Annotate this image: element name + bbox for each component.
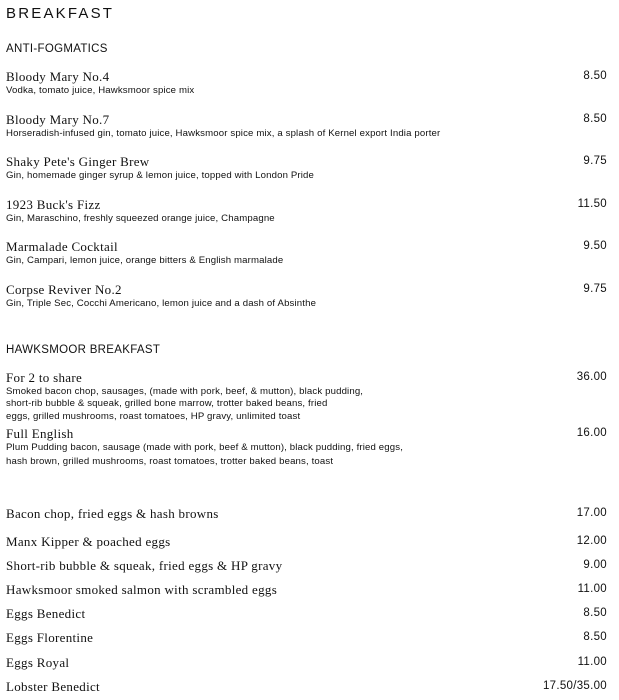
item-name: Eggs Florentine (6, 630, 94, 645)
item-price: 8.50 (583, 631, 607, 643)
item-price: 11.50 (577, 198, 607, 210)
item-name: Bacon chop, fried eggs & hash browns (6, 506, 219, 521)
item-name: Corpse Reviver No.2 (6, 282, 122, 297)
section-heading-hawksmoor-breakfast: HAWKSMOOR BREAKFAST (6, 344, 161, 356)
item-description: Horseradish-infused gin, tomato juice, Hawksmoor spice mix, a splash of Kernel export India porter (6, 128, 441, 139)
item-description: Gin, Campari, lemon juice, orange bitters & English marmalade (6, 255, 284, 266)
item-description: Vodka, tomato juice, Hawksmoor spice mix (6, 85, 195, 96)
item-price: 11.00 (577, 583, 607, 595)
item-description-line: Smoked bacon chop, sausages, (made with pork, beef, & mutton), black pudding, (6, 386, 364, 397)
item-name: Bloody Mary No.4 (6, 69, 110, 84)
item-price: 8.50 (583, 113, 607, 125)
item-description-line: Plum Pudding bacon, sausage (made with pork, beef & mutton), black pudding, fried eggs, (6, 442, 404, 453)
item-name: Shaky Pete's Ginger Brew (6, 154, 150, 169)
item-price: 12.00 (576, 535, 607, 547)
item-name: 1923 Buck's Fizz (6, 197, 101, 212)
section-heading-anti-fogmatics: ANTI-FOGMATICS (6, 43, 108, 55)
item-name: Hawksmoor smoked salmon with scrambled eggs (6, 582, 278, 597)
item-price: 9.50 (583, 240, 607, 252)
item-price: 16.00 (576, 427, 607, 439)
item-price: 17.00 (576, 507, 607, 519)
item-description: Gin, Maraschino, freshly squeezed orange juice, Champagne (6, 213, 275, 224)
item-description-line: eggs, grilled mushrooms, roast tomatoes, HP gravy, unlimited toast (6, 411, 301, 422)
item-name: For 2 to share (6, 370, 83, 385)
item-name: Bloody Mary No.7 (6, 112, 110, 127)
page-title: BREAKFAST (6, 5, 115, 22)
item-price: 8.50 (583, 70, 607, 82)
item-price: 11.00 (577, 656, 607, 668)
item-price: 36.00 (576, 371, 607, 383)
item-description: Gin, Triple Sec, Cocchi Americano, lemon juice and a dash of Absinthe (6, 298, 317, 309)
item-price: 9.00 (583, 559, 607, 571)
item-name: Lobster Benedict (6, 679, 100, 694)
item-name: Manx Kipper & poached eggs (6, 534, 171, 549)
item-name: Short-rib bubble & squeak, fried eggs & HP gravy (6, 558, 283, 573)
item-description-line: short-rib bubble & squeak, grilled bone marrow, trotter baked beans, fried (6, 398, 328, 409)
item-price: 17.50/35.00 (542, 680, 607, 692)
item-price: 9.75 (583, 155, 607, 167)
item-name: Eggs Royal (6, 655, 70, 670)
item-description-line: hash brown, grilled mushrooms, roast tomatoes, trotter baked beans, toast (6, 456, 334, 467)
item-price: 8.50 (583, 607, 607, 619)
item-price: 9.75 (583, 283, 607, 295)
item-name: Full English (6, 426, 74, 441)
item-name: Marmalade Cocktail (6, 239, 118, 254)
item-name: Eggs Benedict (6, 606, 86, 621)
item-description: Gin, homemade ginger syrup & lemon juice, topped with London Pride (6, 170, 315, 181)
